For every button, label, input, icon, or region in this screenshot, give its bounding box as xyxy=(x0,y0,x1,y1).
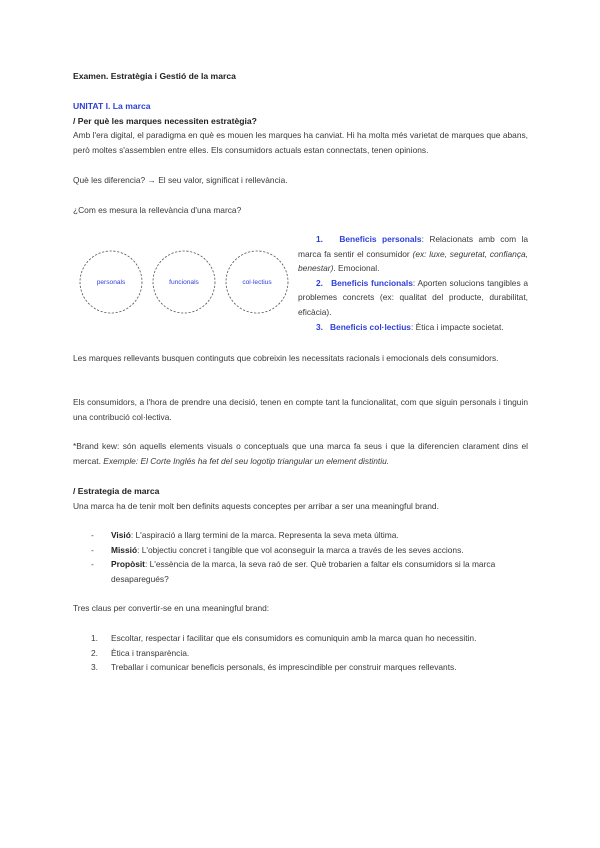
benefits-circles-diagram xyxy=(73,248,298,318)
benefit-text: : Ètica i impacte societat. xyxy=(410,321,504,332)
list-item xyxy=(91,631,528,646)
circle-label-funcionals: funcionals xyxy=(169,279,199,286)
concept-label: Propòsit xyxy=(111,559,145,570)
benefit-keyword: Beneficis personals xyxy=(339,234,422,244)
benefit-item-collectius xyxy=(298,320,528,335)
document-title: Examen. Estratègia i Gestió de la marca xyxy=(73,71,236,81)
paragraph-question: ¿Com es mesura la rellevància d'una marca? xyxy=(73,205,242,215)
benefit-example: (ex: luxe, seguretat, confiança, benestar) xyxy=(298,248,528,274)
paragraph-consumers: Els consumidors, a l'hora de prendre una decisió, tenen en compte tant la funcionalitat, com que siguin personals i tinguin una contribució col·lectiva. xyxy=(73,397,528,422)
circle-label-personals: personals xyxy=(96,279,126,286)
benefit-tail: . Emocional. xyxy=(333,263,380,274)
paragraph-intro: Amb l'era digital, el paradigma en què es mouen les marques ha canviat. Hi ha molta més varietat de marques que abans, però moltes s'assemblen entre elles. Els consumidors actuals estan connectats, tenen opinions. xyxy=(73,130,528,155)
paragraph-difference: Què les diferencia? → El seu valor, significat i rellevància. xyxy=(73,175,288,185)
brand-key-definition: *Brand kew: són aquells elements visuals o conceptuals que una marca fa seus i que la diferencien clarament dins el mercat. xyxy=(73,441,528,466)
strategy-concepts-list xyxy=(91,528,528,586)
list-item xyxy=(91,543,528,558)
list-marker: 3. xyxy=(91,662,98,673)
section-heading-brand-strategy: / Estrategia de marca xyxy=(73,486,160,496)
benefit-item-personals xyxy=(298,232,528,276)
list-item xyxy=(91,528,528,543)
paragraph-relevant-brands: Les marques rellevants busquen continguts que cobreixin les necessitats racionals i emocionals dels consumidors. xyxy=(73,353,499,363)
keys-list xyxy=(91,631,528,675)
concept-label: Missió xyxy=(111,544,138,555)
list-item xyxy=(91,660,528,675)
concept-label: Visió xyxy=(111,530,131,540)
benefit-text: : Aporten solucions tangibles a problemes concrets (ex: qualitat del producte, durabilitat, eficàcia). xyxy=(298,277,528,317)
list-item xyxy=(91,557,528,586)
benefit-text: : Relacionats amb com la marca fa sentir el consumidor xyxy=(298,234,529,259)
benefit-item-funcionals xyxy=(298,276,528,320)
list-item xyxy=(91,646,528,661)
concept-text: : L'essència de la marca, la seva raó de ser. Què trobarien a faltar els consumidors si la marca desaparegués? xyxy=(111,559,496,584)
list-marker: - xyxy=(91,544,94,555)
concept-text: : L'aspiració a llarg termini de la marca. Representa la seva meta última. xyxy=(130,530,399,540)
paragraph-strategy-intro: Una marca ha de tenir molt ben definits aquests conceptes per arribar a ser una meaningful brand. xyxy=(73,501,439,511)
paragraph-keys-intro: Tres claus per convertir-se en una meaningful brand: xyxy=(73,603,270,613)
list-marker: - xyxy=(91,530,94,540)
circle-label-collectius: col·lectius xyxy=(242,279,272,286)
list-marker: - xyxy=(91,559,94,570)
benefit-keyword: Beneficis funcionals xyxy=(331,277,413,288)
benefit-number: 3. xyxy=(316,321,323,332)
unit-heading: UNITAT I. La marca xyxy=(73,101,151,111)
benefits-list xyxy=(298,232,528,334)
list-marker: 2. xyxy=(91,647,98,658)
section-heading-strategy: / Per què les marques necessiten estratègia? xyxy=(73,116,257,126)
concept-text: : L'objectiu concret i tangible que vol aconseguir la marca a través de les seves accions. xyxy=(137,544,464,555)
paragraph-brand-key xyxy=(73,439,528,468)
benefit-number: 1. xyxy=(316,234,323,244)
key-text: Escoltar, respectar i facilitar que els consumidors es comuniquin amb la marca quan ho necessitin. xyxy=(111,633,477,643)
list-marker: 1. xyxy=(91,633,98,643)
benefit-keyword: Beneficis col·lectius xyxy=(329,321,411,332)
key-text: Treballar i comunicar beneficis personals, és imprescindible per construir marques rellevants. xyxy=(111,662,457,673)
brand-key-example: Exemple: El Corte Inglés ha fet del seu logotip triangular un element distintiu. xyxy=(103,455,390,466)
benefit-number: 2. xyxy=(316,277,323,288)
key-text: Ètica i transparència. xyxy=(111,647,190,658)
